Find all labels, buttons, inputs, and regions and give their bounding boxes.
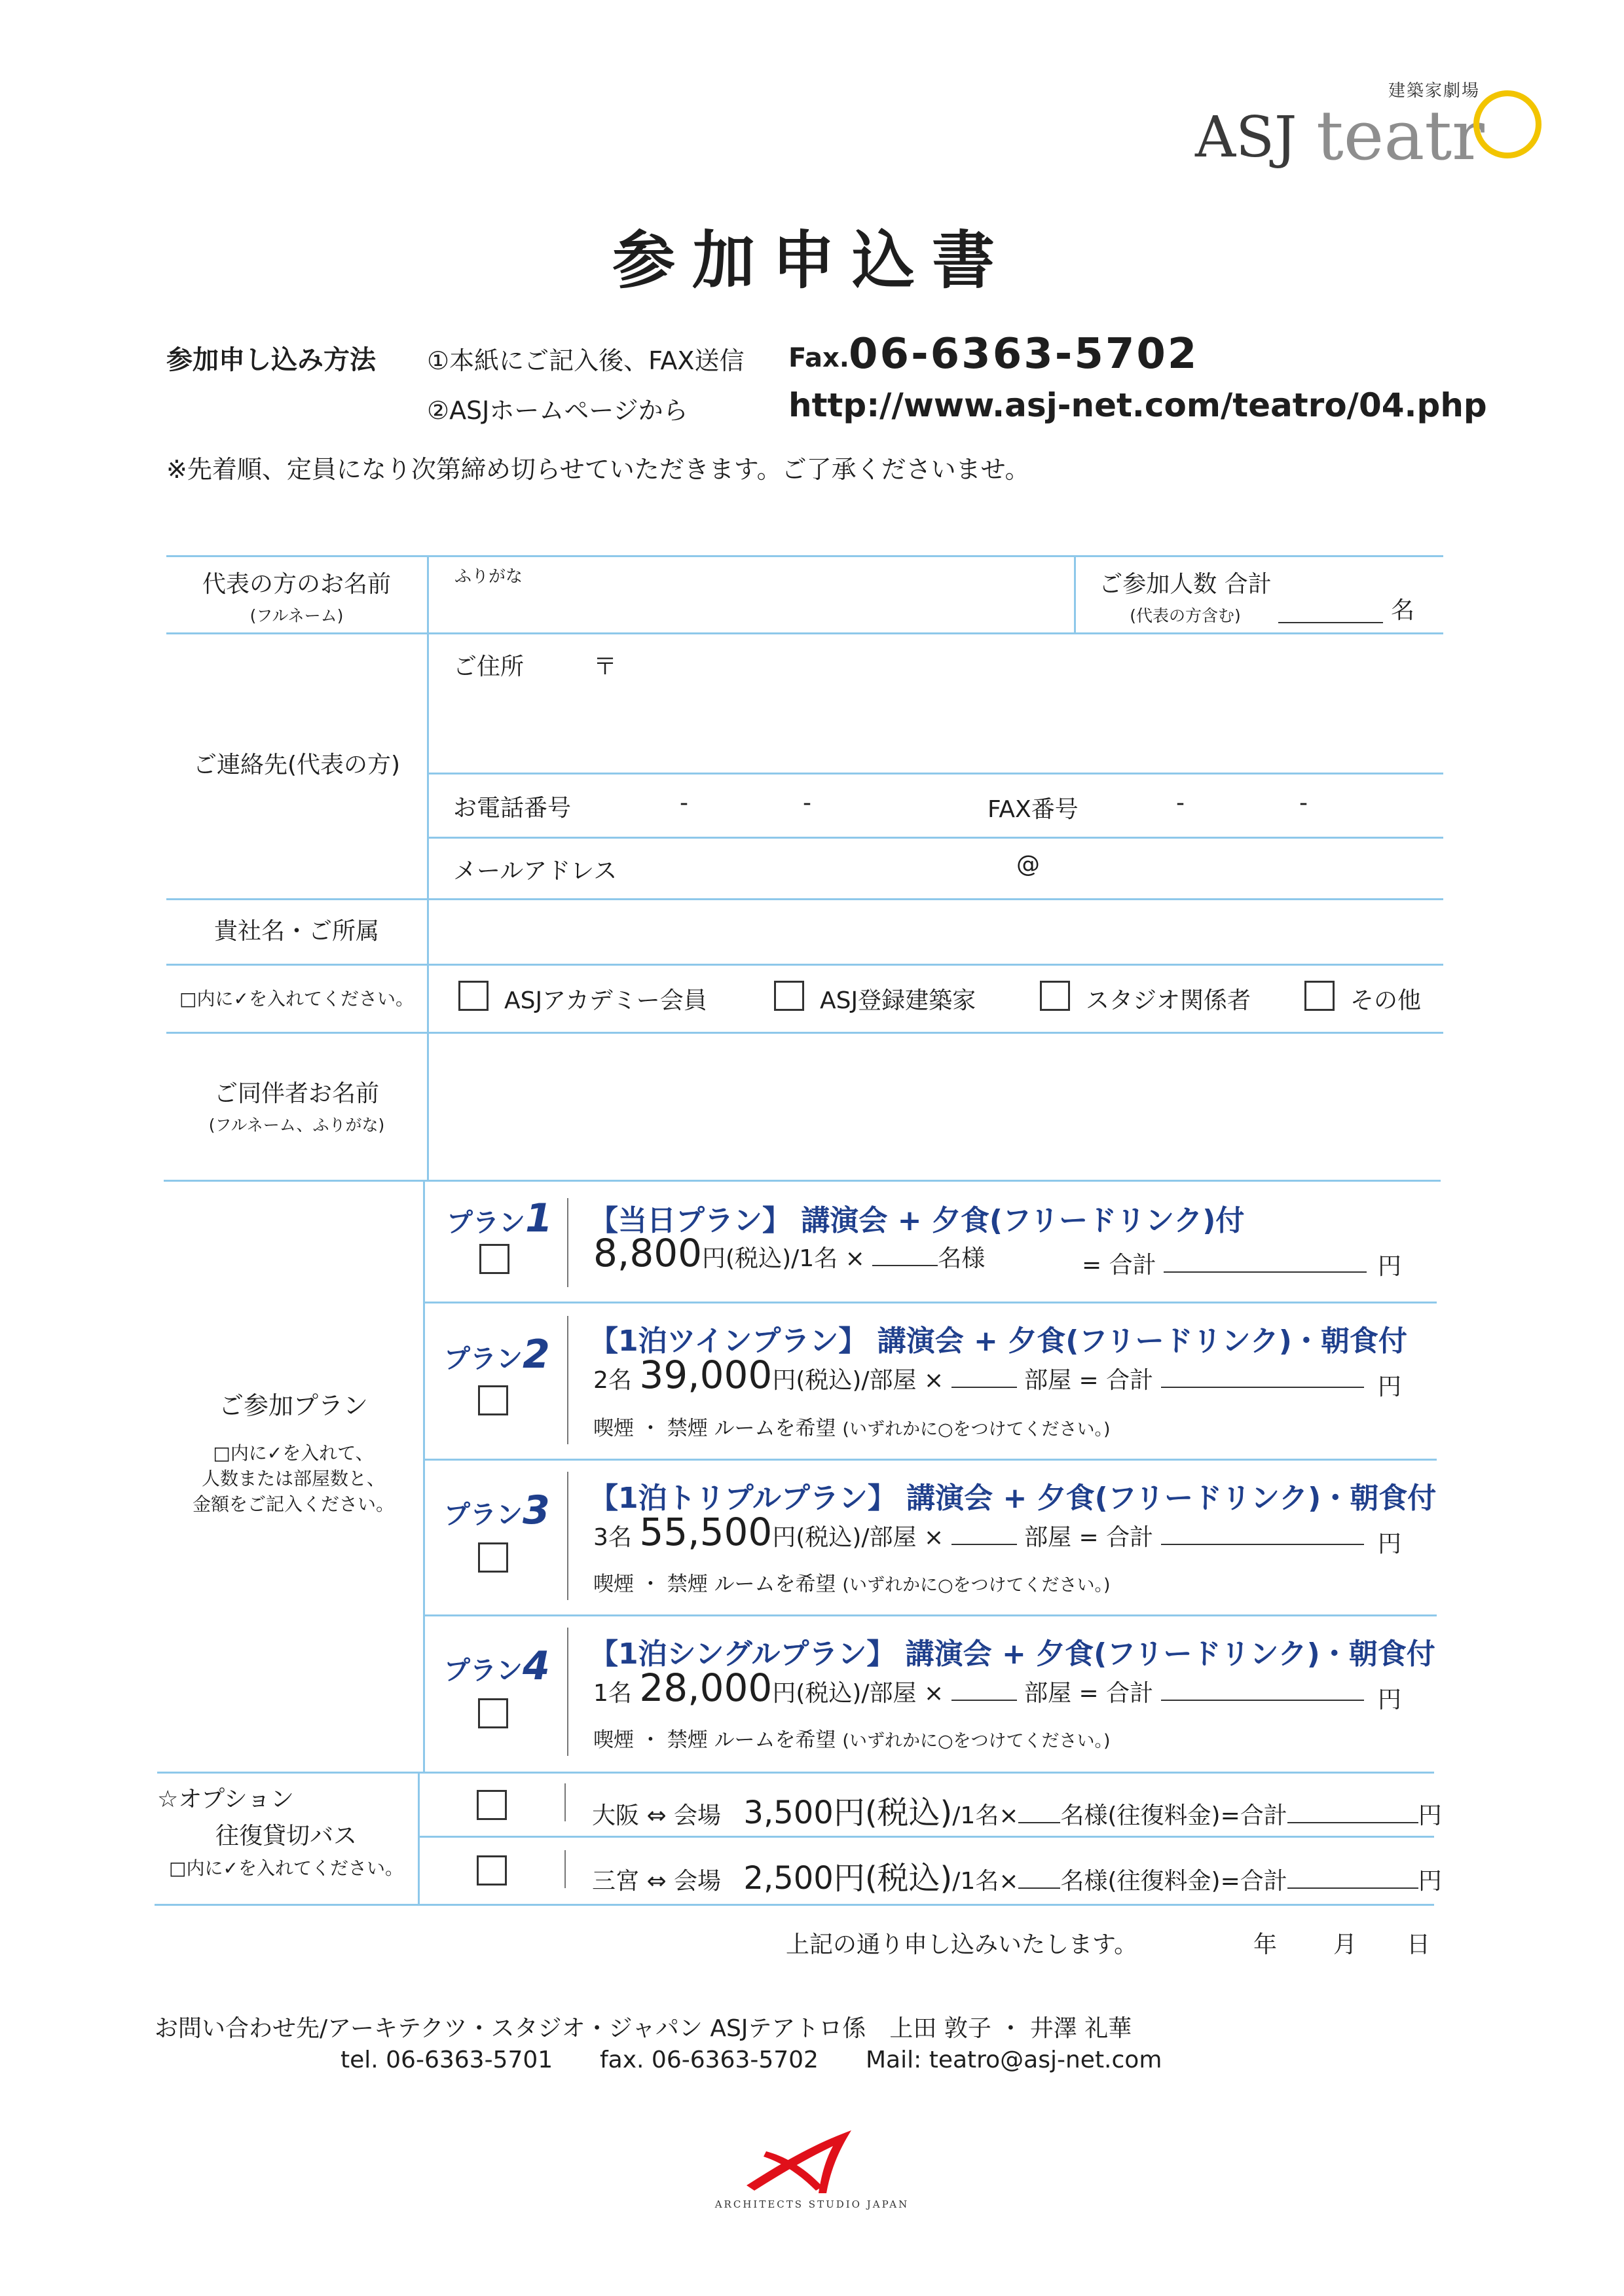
- option-other: その他: [1350, 987, 1422, 1014]
- option-academy: ASJアカデミー会員: [504, 987, 707, 1014]
- plan4-rooms-field[interactable]: [951, 1680, 1017, 1701]
- logo-teatr: teatr: [1316, 96, 1485, 175]
- company-label: 貴社名・ご所属: [213, 918, 379, 945]
- fax-dash-1: -: [1176, 790, 1185, 816]
- fax-label: Fax.: [788, 343, 849, 373]
- phone-dash-1: -: [680, 790, 688, 816]
- checkbox-other[interactable]: [1304, 981, 1335, 1011]
- plan2-smoking[interactable]: 喫煙 ・ 禁煙 ルームを希望 (いずれかに○をつけてください。): [593, 1417, 1111, 1440]
- companion-field[interactable]: [432, 1041, 1428, 1172]
- email-at: @: [1016, 851, 1040, 878]
- plan4-total-field[interactable]: [1161, 1680, 1364, 1701]
- plan3-title: 【1泊トリプルプラン】 講演会 + 夕食(フリードリンク)・朝食付: [589, 1482, 1437, 1515]
- plan3-yen: 円: [1378, 1531, 1402, 1558]
- option2-checkbox[interactable]: [477, 1855, 507, 1886]
- option1-line: 大阪 ⇔ 会場 3,500円(税込)/1名× 名様(往復料金)=合計 円: [592, 1795, 1442, 1831]
- fax-field[interactable]: [1113, 786, 1428, 825]
- furigana-label: ふりがな: [454, 567, 523, 587]
- phone-field[interactable]: [589, 786, 956, 825]
- rep-name-field[interactable]: [432, 589, 1067, 629]
- asj-emblem-icon: [740, 2125, 884, 2197]
- companion-label: ご同伴者お名前 (フルネーム、ふりがな): [208, 1080, 385, 1135]
- plan1-total: = 合計: [1082, 1247, 1367, 1280]
- plans-label: ご参加プラン: [218, 1391, 368, 1420]
- plan3-price: 55,500: [639, 1510, 773, 1554]
- membership-instruction: □内に✓を入れてください。: [179, 988, 414, 1010]
- attendees-unit: 名: [1391, 597, 1415, 624]
- rule-name: [166, 632, 1443, 634]
- plan2-price-line: 2名 39,000円(税込)/部屋 × 部屋 = 合計: [593, 1353, 1364, 1397]
- first-come-note: ※先着順、定員になり次第締め切らせていただきます。ご了承くださいませ。: [166, 455, 1030, 484]
- plans-instruction: □内に✓を入れて、 人数または部屋数と、 金額をご記入ください。: [192, 1442, 394, 1516]
- plan4-yen: 円: [1378, 1686, 1402, 1713]
- rule-membership: [166, 1032, 1443, 1034]
- plan3-price-line: 3名 55,500円(税込)/部屋 × 部屋 = 合計: [593, 1510, 1364, 1554]
- date-month: 月: [1333, 1931, 1357, 1958]
- address-field[interactable]: [629, 648, 1428, 766]
- plan1-price-line: 8,800円(税込)/1名 × 名様: [593, 1231, 986, 1275]
- option-bus-label: 往復貸切バス: [215, 1823, 357, 1850]
- rule-company: [166, 964, 1443, 966]
- fax-dash-2: -: [1299, 790, 1308, 816]
- plan2-yen: 円: [1378, 1374, 1402, 1400]
- option2-line: 三宮 ⇔ 会場 2,500円(税込)/1名× 名様(往復料金)=合計 円: [592, 1860, 1442, 1897]
- attendees-field[interactable]: [1278, 601, 1383, 623]
- page-title: 参加申込書: [612, 224, 1012, 297]
- plan4-checkbox[interactable]: [478, 1698, 508, 1728]
- option2-divider: [564, 1850, 566, 1888]
- checkbox-academy[interactable]: [458, 981, 489, 1011]
- checkbox-architect[interactable]: [774, 981, 804, 1011]
- plan2-divider: [567, 1316, 568, 1444]
- rule-bottom: [155, 1904, 1434, 1906]
- option2-total-field[interactable]: [1287, 1868, 1418, 1889]
- plan1-checkbox[interactable]: [479, 1244, 509, 1274]
- rule-contact: [166, 898, 1443, 900]
- plan3-total-field[interactable]: [1161, 1524, 1364, 1545]
- plan3-divider: [567, 1472, 568, 1600]
- email-label: メールアドレス: [453, 858, 618, 884]
- plan4-smoking[interactable]: 喫煙 ・ 禁煙 ルームを希望 (いずれかに○をつけてください。): [593, 1728, 1111, 1752]
- plan4-price-line: 1名 28,000円(税込)/部屋 × 部屋 = 合計: [593, 1666, 1364, 1710]
- logo-subtitle: 建築家劇場: [1388, 81, 1481, 101]
- option1-divider: [564, 1783, 566, 1821]
- contact-mail[interactable]: Mail: teatro@asj-net.com: [866, 2047, 1162, 2073]
- plan3-smoking[interactable]: 喫煙 ・ 禁煙 ルームを希望 (いずれかに○をつけてください。): [593, 1573, 1111, 1596]
- plan4-title: 【1泊シングルプラン】 講演会 + 夕食(フリードリンク)・朝食付: [589, 1637, 1435, 1671]
- contact-fax: fax. 06-6363-5702: [600, 2047, 819, 2073]
- plan1-divider: [567, 1198, 568, 1287]
- option-studio: スタジオ関係者: [1086, 987, 1251, 1014]
- plan1-tag: プラン1: [447, 1195, 553, 1241]
- plan1-total-field[interactable]: [1164, 1252, 1367, 1273]
- rep-name-label: 代表の方のお名前 (フルネーム): [202, 571, 391, 625]
- fax-field-label: FAX番号: [987, 796, 1079, 823]
- company-name-en: ARCHITECTS STUDIO JAPAN: [714, 2198, 910, 2210]
- rule-option1: [419, 1836, 1434, 1838]
- checkbox-studio[interactable]: [1040, 981, 1070, 1011]
- option1-count-field[interactable]: [1018, 1802, 1060, 1823]
- rule-plan1: [424, 1302, 1437, 1303]
- address-label: ご住所: [453, 653, 525, 680]
- plan4-price: 28,000: [639, 1666, 773, 1710]
- rule-col-option: [418, 1772, 420, 1904]
- plan1-count-field[interactable]: [872, 1245, 938, 1266]
- logo-ring-icon: [1473, 90, 1541, 158]
- option-label: ☆オプション: [157, 1786, 295, 1813]
- plan4-divider: [567, 1628, 568, 1756]
- logo-asj: ASJ: [1195, 105, 1297, 170]
- postal-mark: 〒: [593, 653, 618, 680]
- fax-number: 06-6363-5702: [849, 330, 1199, 378]
- date-year: 年: [1253, 1931, 1278, 1958]
- contact-tel: tel. 06-6363-5701: [341, 2047, 553, 2073]
- confirm-text: 上記の通り申し込みいたします。: [786, 1931, 1138, 1958]
- attendees-label: ご参加人数 合計 (代表の方含む): [1099, 571, 1272, 625]
- rule-plan3: [424, 1614, 1437, 1616]
- plan3-rooms-field[interactable]: [951, 1524, 1017, 1545]
- rule-companion: [164, 1180, 1441, 1182]
- plan2-price: 39,000: [639, 1353, 773, 1397]
- plan3-tag: プラン3: [444, 1487, 550, 1533]
- contact-info: お問い合わせ先/アーキテクツ・スタジオ・ジャパン ASJテアトロ係 上田 敦子 ・ 井澤 礼華: [155, 2015, 1132, 2042]
- plan2-rooms-field[interactable]: [951, 1367, 1017, 1388]
- method-web-step: ②ASJホームページから: [427, 396, 688, 425]
- plan2-checkbox[interactable]: [478, 1385, 508, 1415]
- method-label: 参加申し込み方法: [166, 345, 376, 375]
- plan1-yen: 円: [1378, 1253, 1402, 1280]
- plan3-checkbox[interactable]: [478, 1542, 508, 1573]
- rule-phone: [428, 837, 1443, 839]
- rule-col-plans: [423, 1180, 425, 1772]
- contact-label: ご連絡先(代表の方): [193, 752, 401, 778]
- phone-label: お電話番号: [453, 795, 572, 822]
- option2-count-field[interactable]: [1018, 1868, 1060, 1889]
- email-field[interactable]: [642, 848, 1428, 888]
- method-fax-step: ①本紙にご記入後、FAX送信: [427, 346, 745, 375]
- plan2-title: 【1泊ツインプラン】 講演会 + 夕食(フリードリンク)・朝食付: [589, 1324, 1407, 1358]
- option1-total-field[interactable]: [1287, 1802, 1418, 1823]
- rule-top: [166, 555, 1443, 557]
- phone-dash-2: -: [803, 790, 811, 816]
- rule-col: [427, 555, 429, 1180]
- website-url[interactable]: http://www.asj-net.com/teatro/04.php: [788, 386, 1487, 424]
- date-day: 日: [1407, 1931, 1431, 1958]
- rule-plan2: [424, 1459, 1437, 1461]
- option-instruction: □内に✓を入れてください。: [169, 1857, 403, 1879]
- company-field[interactable]: [432, 907, 1428, 957]
- plan1-price: 8,800: [593, 1231, 703, 1275]
- rule-address: [428, 773, 1443, 774]
- plan2-tag: プラン2: [444, 1332, 550, 1377]
- plan4-tag: プラン4: [444, 1643, 550, 1689]
- option1-checkbox[interactable]: [477, 1790, 507, 1820]
- rule-plans-end: [157, 1772, 1434, 1774]
- option-architect: ASJ登録建築家: [820, 987, 976, 1014]
- plan2-total-field[interactable]: [1161, 1367, 1364, 1388]
- plan1-title: 【当日プラン】 講演会 + 夕食(フリードリンク)付: [589, 1204, 1245, 1237]
